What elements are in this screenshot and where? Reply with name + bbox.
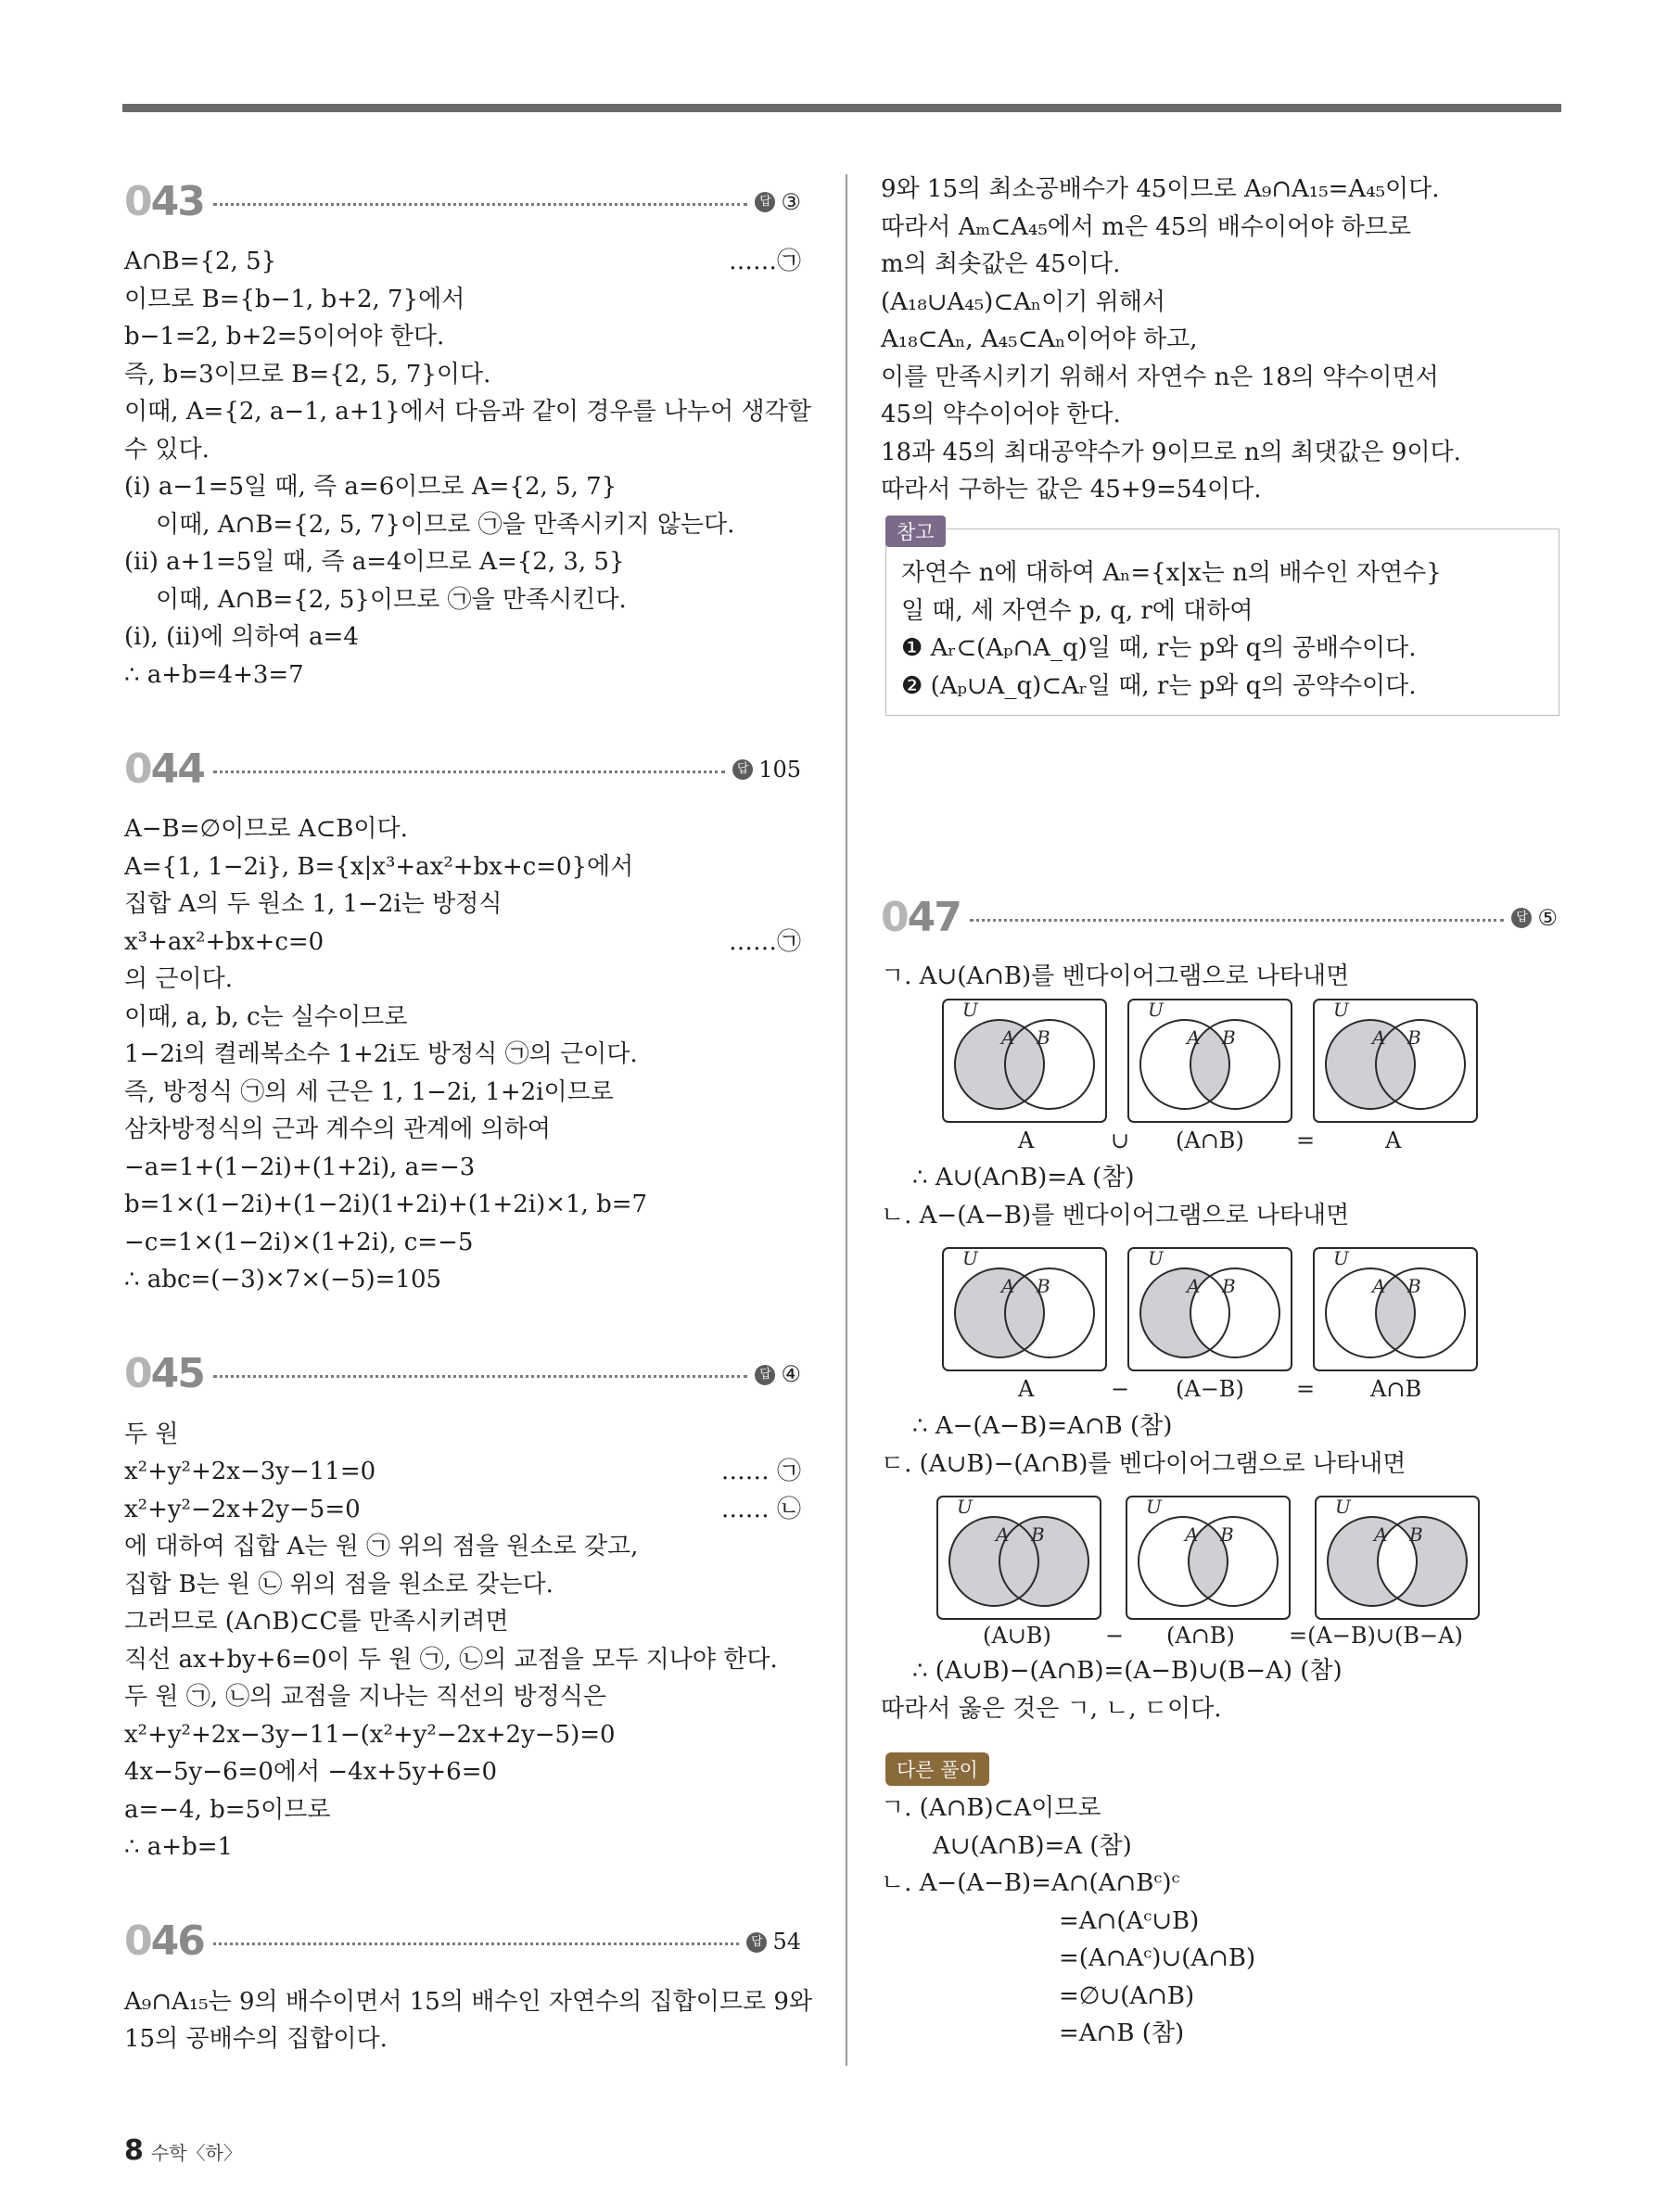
problem-046-header: [124, 1915, 801, 1970]
label-b: B: [1220, 1523, 1234, 1546]
venn-label: =: [1296, 1376, 1316, 1402]
answer-label: 답 ③: [755, 184, 801, 222]
label-a: A: [1372, 1275, 1386, 1297]
book-title: 수학〈하〉: [150, 2142, 242, 2164]
text-line: 즉, 방정식 ㉠의 세 근은 1, 1−2i, 1+2i이므로: [124, 1077, 614, 1106]
text-line: 집합 B는 원 ㉡ 위의 점을 원소로 갖는다.: [124, 1570, 554, 1599]
label-u: U: [1148, 999, 1164, 1021]
text-line: ∴ abc=(−3)×7×(−5)=105: [124, 1266, 442, 1293]
right-column-top: [881, 171, 1558, 509]
text-line: 그러므로 (A∩B)⊂C를 만족시키려면: [124, 1608, 509, 1636]
results-c: [881, 1652, 1558, 1727]
label-b: B: [1407, 1275, 1421, 1297]
label-a: A: [1374, 1523, 1388, 1546]
venn-label: A: [1018, 1376, 1035, 1402]
venn-label: (A−B): [1176, 1376, 1244, 1402]
label-b: B: [1222, 1026, 1236, 1049]
text-line: 일 때, 세 자연수 p, q, r에 대하여: [901, 596, 1254, 625]
text-line: 4x−5y−6=0에서 −4x+5y+6=0: [124, 1758, 498, 1786]
text-line: 집합 A의 두 원소 1, 1−2i는 방정식: [124, 890, 503, 918]
problem-number: 044: [124, 745, 204, 793]
text-line: 직선 ax+by+6=0이 두 원 ㉠, ㉡의 교점을 모두 지나야 한다.: [124, 1645, 778, 1674]
leader-dots: [213, 1943, 740, 1945]
text-line: (ⅱ) a+1=5일 때, 즉 a=4이므로 A={2, 3, 5}: [124, 548, 625, 576]
problem-047-header: [881, 890, 1558, 946]
answer-icon: 답: [1511, 908, 1532, 928]
answer-icon: 답: [755, 1365, 775, 1385]
column-divider: [846, 174, 847, 2066]
text-line: 수 있다.: [124, 435, 210, 464]
text-line: x²+y²−2x+2y−5=0 …… ㉡: [124, 1491, 801, 1529]
label-a: A: [1187, 1026, 1201, 1049]
text-line: 이를 만족시키기 위해서 자연수 n은 18의 약수이면서: [881, 363, 1439, 391]
label-a: A: [1372, 1026, 1386, 1049]
text-line: 이때, A∩B={2, 5, 7}이므로 ㉠을 만족시키지 않는다.: [156, 510, 735, 539]
venn-label: =(A−B)∪(B−A): [1289, 1623, 1463, 1649]
venn-label: −: [1105, 1623, 1125, 1649]
text-line: 따라서 옳은 것은 ㄱ, ㄴ, ㄷ이다.: [881, 1694, 1222, 1723]
text-line: =A∩(Aᶜ∪B): [1059, 1906, 1200, 1935]
label-u: U: [1146, 1496, 1162, 1518]
text-line: =(A∩Aᶜ)∪(A∩B): [1059, 1944, 1256, 1972]
text-line: x³+ax²+bx+c=0 ……㉠: [124, 924, 801, 962]
venn-row-b: [940, 1244, 1496, 1383]
venn-label: (A∩B): [1166, 1623, 1235, 1649]
answer-label: 답 ④: [755, 1356, 801, 1394]
left-column: [124, 174, 813, 2058]
text-line: ㄱ. (A∩B)⊂A이므로: [881, 1794, 1101, 1822]
note-tag: 참고: [885, 516, 946, 547]
text-line: −a=1+(1−2i)+(1+2i), a=−3: [124, 1153, 476, 1181]
label-u: U: [1333, 999, 1349, 1021]
text-line: 1−2i의 켤레복소수 1+2i도 방정식 ㉠의 근이다.: [124, 1040, 638, 1068]
leader-dots: [213, 771, 725, 773]
venn-row-c: [935, 1493, 1498, 1632]
label-b: B: [1409, 1523, 1423, 1546]
answer-icon: 답: [755, 192, 775, 212]
text-line: ∴ (A∪B)−(A∩B)=(A−B)∪(B−A) (참): [912, 1657, 1343, 1685]
text-line: m의 최솟값은 45이다.: [881, 250, 1121, 278]
text-line: ∴ A∪(A∩B)=A (참): [912, 1164, 1135, 1191]
label-u: U: [957, 1496, 973, 1518]
text-line: 에 대하여 집합 A는 원 ㉠ 위의 점을 원소로 갖고,: [124, 1533, 639, 1560]
text-line: 45의 약수이어야 한다.: [881, 401, 1121, 428]
text-line: =A∩B (참): [1059, 2019, 1185, 2047]
label-a: A: [1187, 1275, 1201, 1297]
venn-label: (A∩B): [1176, 1127, 1244, 1153]
problem-043-header: [124, 174, 801, 230]
text-line: ㄴ. A−(A−B)=A∩(A∩Bᶜ)ᶜ: [881, 1869, 1180, 1897]
label-b: B: [1037, 1275, 1050, 1297]
venn-label: −: [1111, 1376, 1130, 1402]
venn-row-a: [940, 996, 1496, 1135]
text-line: 두 원: [124, 1420, 179, 1448]
text-line: 삼차방정식의 근과 계수의 관계에 의하여: [124, 1115, 552, 1143]
venn-label: ∪: [1111, 1127, 1130, 1153]
text-line: (ⅰ) a−1=5일 때, 즉 a=6이므로 A={2, 5, 7}: [124, 473, 617, 501]
alt-solution: [881, 1790, 1558, 2053]
label-b: B: [1031, 1523, 1045, 1546]
text-line: A∩B={2, 5} ……㉠: [124, 243, 801, 281]
text-line: a=−4, b=5이므로: [124, 1795, 331, 1824]
problem-045-header: [124, 1347, 801, 1403]
label-a: A: [996, 1523, 1010, 1546]
venn-label: (A∪B): [983, 1623, 1051, 1649]
text-line: ∴ A−(A−B)=A∩B (참): [912, 1412, 1173, 1440]
text-line: 15의 공배수의 집합이다.: [124, 2025, 388, 2053]
text-line: A₁₈⊂Aₙ, A₄₅⊂Aₙ이어야 하고,: [881, 325, 1198, 353]
label-u: U: [1333, 1247, 1349, 1269]
text-line: b=1×(1−2i)+(1−2i)(1+2i)+(1+2i)×1, b=7: [124, 1191, 648, 1218]
problem-044-header: [124, 742, 801, 797]
text-line: 즉, b=3이므로 B={2, 5, 7}이다.: [124, 360, 491, 389]
label-a: A: [1001, 1026, 1015, 1049]
problem-number: 045: [124, 1350, 204, 1398]
answer-label: 답 ⑤: [1511, 899, 1558, 937]
answer-icon: 답: [746, 1932, 767, 1953]
results-b: [881, 1408, 1558, 1483]
label-b: B: [1037, 1026, 1050, 1049]
page-number: 8: [124, 2134, 144, 2167]
equation-mark: ……㉠: [728, 248, 801, 275]
venn-label: A: [1385, 1127, 1402, 1153]
label-u: U: [962, 999, 978, 1021]
answer-label: 답 105: [732, 751, 801, 789]
text-line: A−B=∅이므로 A⊂B이다.: [124, 815, 408, 843]
text-line: 이때, a, b, c는 실수이므로: [124, 1002, 408, 1031]
problem-number: 047: [881, 893, 961, 941]
text-line: 이때, A={2, a−1, a+1}에서 다음과 같이 경우를 나누어 생각할: [124, 398, 811, 426]
text-line: A₉∩A₁₅는 9의 배수이면서 15의 배수인 자연수의 집합이므로 9와: [124, 1987, 813, 2016]
problem-047: [881, 890, 1558, 946]
text-line: 이때, A∩B={2, 5}이므로 ㉠을 만족시킨다.: [156, 585, 627, 614]
alt-solution-tag: 다른 풀이: [885, 1752, 989, 1786]
text-line: ㄷ. (A∪B)−(A∩B)를 벤다이어그램으로 나타내면: [881, 1449, 1406, 1478]
label-u: U: [1335, 1496, 1351, 1518]
text-line: 18과 45의 최대공약수가 9이므로 n의 최댓값은 9이다.: [881, 438, 1461, 466]
page-footer: [124, 2134, 242, 2167]
label-a: A: [1185, 1523, 1199, 1546]
leader-dots: [213, 1375, 748, 1378]
text-line: 두 원 ㉠, ㉡의 교점을 지나는 직선의 방정식은: [124, 1683, 606, 1711]
text-line: ❷ (Aₚ∪A_q)⊂Aᵣ일 때, r는 p와 q의 공약수이다.: [901, 671, 1417, 700]
label-b: B: [1222, 1275, 1236, 1297]
text-line: x²+y²+2x−3y−11=0 …… ㉠: [124, 1453, 801, 1491]
text-line: b−1=2, b+2=5이어야 한다.: [124, 323, 445, 350]
venn-label: A: [1018, 1127, 1035, 1153]
text-line: 의 근이다.: [124, 965, 233, 993]
text-line: ❶ Aᵣ⊂(Aₚ∩A_q)일 때, r는 p와 q의 공배수이다.: [901, 634, 1417, 662]
text-line: 따라서 구하는 값은 45+9=54이다.: [881, 476, 1262, 503]
text-line: A={1, 1−2i}, B={x|x³+ax²+bx+c=0}에서: [124, 852, 634, 881]
text-line: A∪(A∩B)=A (참): [933, 1831, 1132, 1860]
note-body: [901, 554, 1442, 705]
text-line: ∴ a+b=4+3=7: [124, 660, 304, 689]
problem-number: 046: [124, 1917, 204, 1966]
equation-mark: …… ㉡: [720, 1495, 801, 1523]
text-line: −c=1×(1−2i)×(1+2i), c=−5: [124, 1228, 474, 1256]
text-line: ㄴ. A−(A−B)를 벤다이어그램으로 나타내면: [881, 1201, 1350, 1229]
venn-label: =: [1296, 1127, 1316, 1153]
label-a: A: [1001, 1275, 1015, 1297]
answer-icon: 답: [732, 759, 753, 780]
text-line: (A₁₈∪A₄₅)⊂Aₙ이기 위해서: [881, 287, 1165, 316]
results-a: [881, 1159, 1558, 1234]
text-line: 9와 15의 최소공배수가 45이므로 A₉∩A₁₅=A₄₅이다.: [881, 175, 1440, 203]
leader-dots: [213, 203, 748, 206]
line-a: [881, 958, 1558, 996]
label-u: U: [962, 1247, 978, 1269]
text-line: (ⅰ), (ⅱ)에 의하여 a=4: [124, 623, 359, 651]
text-line: ㄱ. A∪(A∩B)를 벤다이어그램으로 나타내면: [881, 962, 1350, 990]
answer-label: 답 54: [746, 1923, 801, 1961]
text-line: x²+y²+2x−3y−11−(x²+y²−2x+2y−5)=0: [124, 1720, 616, 1749]
top-rule: [122, 104, 1561, 112]
problem-number: 043: [124, 177, 204, 225]
venn-label: A∩B: [1370, 1376, 1422, 1402]
text-line: ∴ a+b=1: [124, 1833, 234, 1861]
leader-dots: [970, 919, 1505, 922]
equation-mark: ……㉠: [728, 927, 801, 956]
label-u: U: [1148, 1247, 1164, 1269]
label-b: B: [1407, 1026, 1421, 1049]
text-line: 따라서 Aₘ⊂A₄₅에서 m은 45의 배수이어야 하므로: [881, 212, 1411, 241]
text-line: 이므로 B={b−1, b+2, 7}에서: [124, 285, 465, 313]
text-line: =∅∪(A∩B): [1059, 1981, 1195, 2010]
equation-mark: …… ㉠: [720, 1458, 801, 1485]
text-line: 자연수 n에 대하여 Aₙ={x|x는 n의 배수인 자연수}: [901, 559, 1442, 587]
